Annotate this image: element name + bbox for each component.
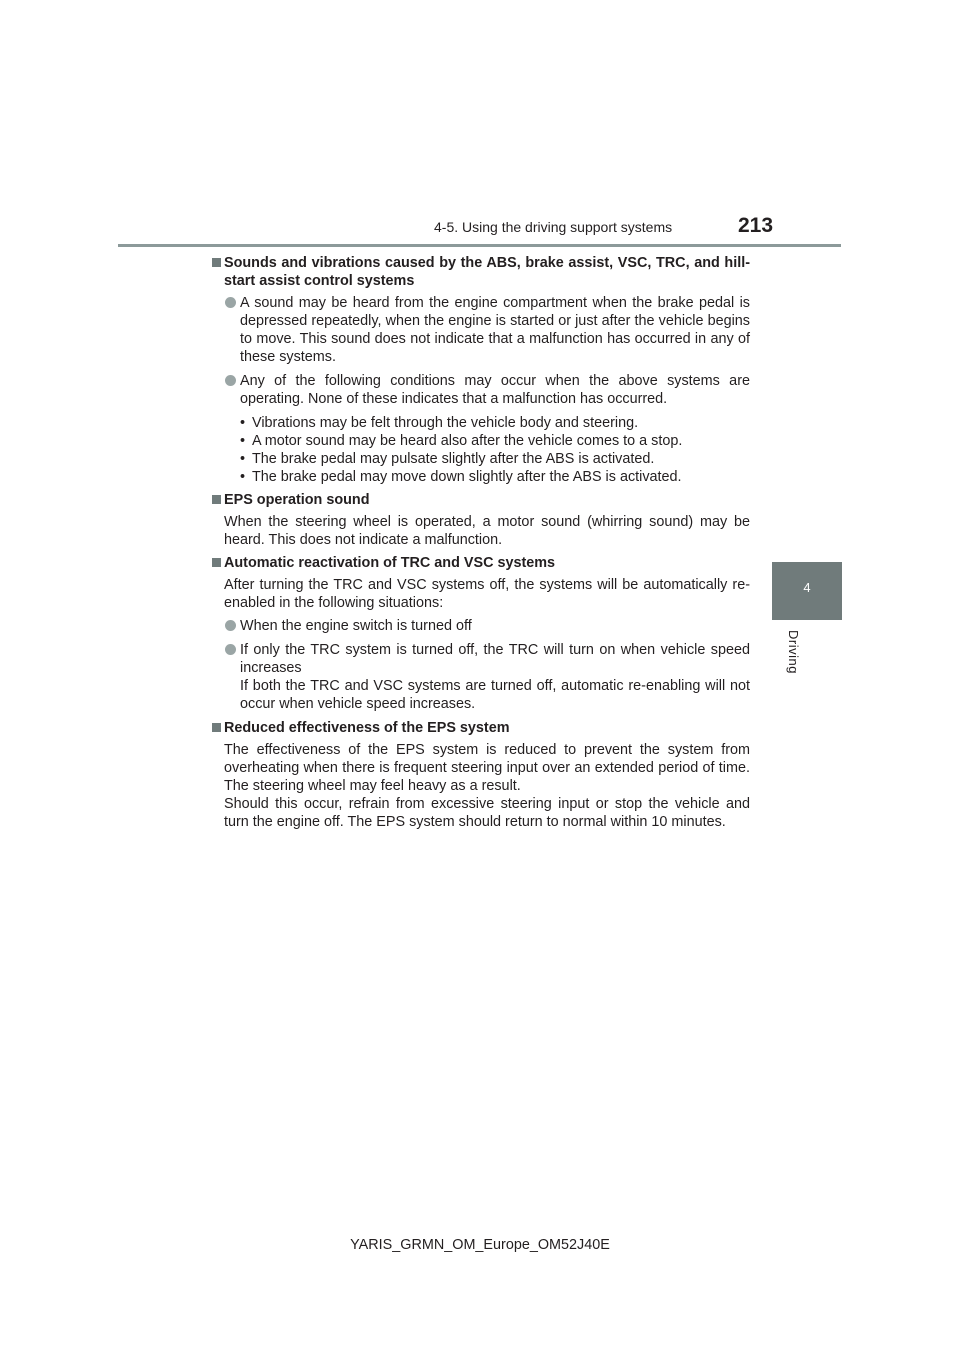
circle-bullet-icon — [225, 644, 236, 655]
square-bullet-icon — [212, 495, 221, 504]
square-bullet-icon — [212, 258, 221, 267]
paragraph: When the steering wheel is operated, a motor sound (whirring sound) may be heard. This does not indicate a malfunction. — [224, 514, 750, 548]
sub-list-item-text: A motor sound may be heard also after the vehicle comes to a stop. — [252, 433, 683, 449]
section-title — [210, 491, 750, 509]
paragraph — [210, 741, 750, 831]
dot-marker: • — [240, 451, 246, 467]
sub-list-item — [240, 414, 750, 432]
chapter-label: Driving — [786, 630, 801, 674]
dot-marker: • — [240, 469, 246, 485]
list-item-text: If only the TRC system is turned off, the TRC will turn on when vehicle speed increases — [240, 642, 750, 676]
section-eps-effectiveness — [210, 719, 750, 831]
sub-list-item-text: The brake pedal may pulsate slightly after the ABS is activated. — [252, 451, 655, 467]
list-item — [210, 617, 750, 635]
circle-bullet-icon — [225, 297, 236, 308]
square-bullet-icon — [212, 723, 221, 732]
section-title-text: Sounds and vibrations caused by the ABS, brake assist, VSC, TRC, and hill-start assist control systems — [224, 255, 750, 289]
section-title-text: EPS operation sound — [224, 492, 370, 508]
list-item-text: A sound may be heard from the engine compartment when the brake pedal is depressed repeatedly, when the engine is started or just after the vehicle begins to move. This sound does not indicate that a malfunction has occurred in any of these systems. — [240, 295, 750, 365]
section-title — [210, 254, 750, 290]
section-title — [210, 719, 750, 737]
sub-list — [210, 414, 750, 486]
sub-list-item — [240, 450, 750, 468]
chapter-tab — [772, 562, 842, 620]
list-item-note: If both the TRC and VSC systems are turned off, automatic re-enabling will not occur when vehicle speed increases. — [240, 678, 750, 712]
sub-list-item-text: Vibrations may be felt through the vehicle body and steering. — [252, 415, 639, 431]
square-bullet-icon — [212, 558, 221, 567]
section-eps-sound — [210, 491, 750, 549]
list-item-text: When the engine switch is turned off — [240, 618, 472, 634]
circle-bullet-icon — [225, 375, 236, 386]
sub-list-item-text: The brake pedal may move down slightly after the ABS is activated. — [252, 469, 682, 485]
list-item — [210, 294, 750, 366]
list-item — [210, 641, 750, 713]
sub-list-item — [240, 468, 750, 486]
paragraph-text: The effectiveness of the EPS system is reduced to prevent the system from overheating when there is frequent steering input over an extended period of time. The steering wheel may feel heavy as a result. — [224, 742, 750, 794]
section-title — [210, 554, 750, 572]
paragraph: After turning the TRC and VSC systems off, the systems will be automatically re-enabled in the following situations: — [224, 577, 750, 611]
paragraph-text: Should this occur, refrain from excessive steering input or stop the vehicle and turn the engine off. The EPS system should return to normal within 10 minutes. — [224, 796, 750, 830]
header-title: 4-5. Using the driving support systems — [434, 219, 673, 235]
dot-marker: • — [240, 433, 246, 449]
section-title-text: Automatic reactivation of TRC and VSC systems — [224, 555, 556, 571]
section-title-text: Reduced effectiveness of the EPS system — [224, 720, 510, 736]
chapter-number: 4 — [803, 580, 811, 595]
sub-list-item — [240, 432, 750, 450]
circle-bullet-icon — [225, 620, 236, 631]
dot-marker: • — [240, 415, 246, 431]
main-content — [210, 254, 750, 836]
list-item-text: Any of the following conditions may occur when the above systems are operating. None of these indicates that a malfunction has occurred. — [240, 373, 750, 407]
section-sounds-vibrations — [210, 254, 750, 486]
footer-doc-id: YARIS_GRMN_OM_Europe_OM52J40E — [350, 1237, 610, 1253]
section-auto-reactivation — [210, 554, 750, 713]
page-number: 213 — [738, 214, 774, 237]
list-item — [210, 372, 750, 408]
header-rule — [118, 244, 841, 247]
